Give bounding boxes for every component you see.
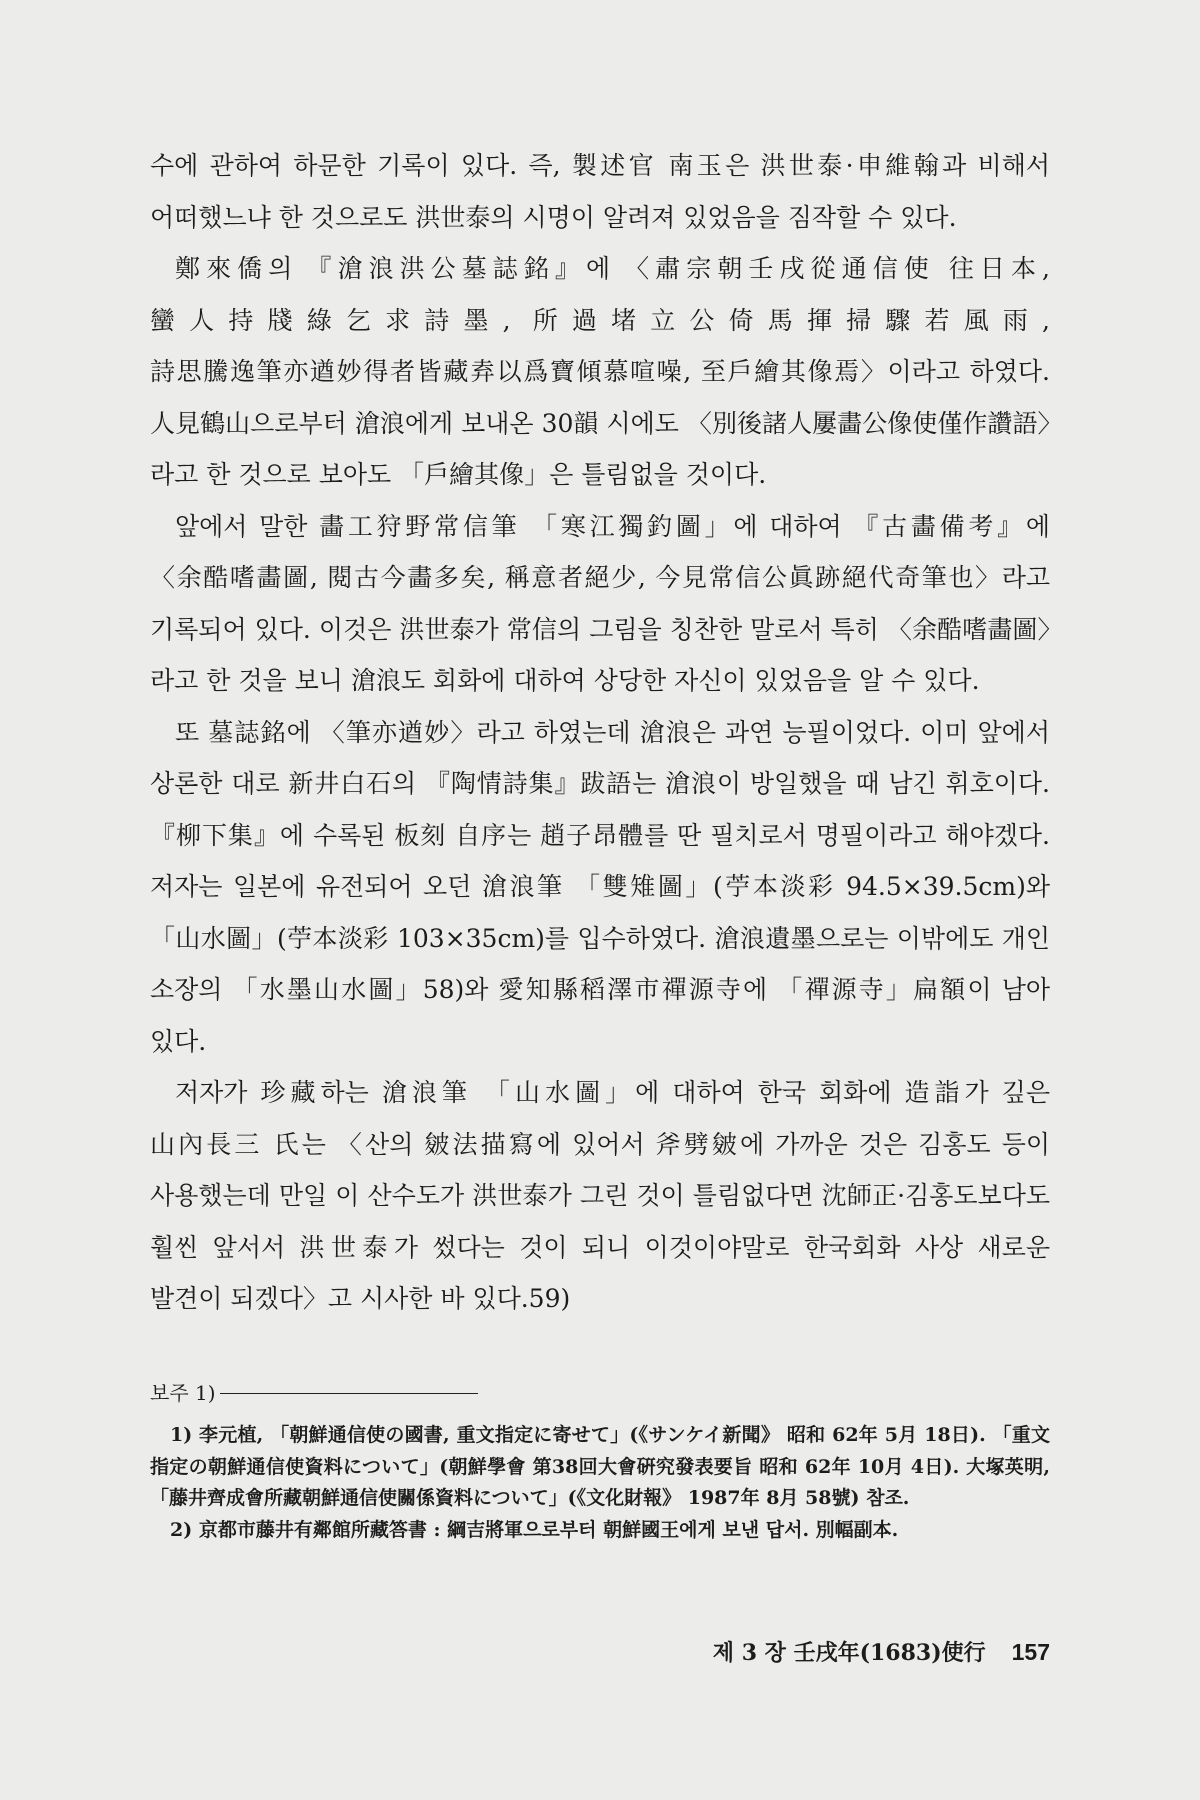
paragraph: 또 墓誌銘에 〈筆亦遒妙〉라고 하였는데 滄浪은 과연 능필이었다. 이미 앞에서 상론한 대로 新井白石의 『陶情詩集』跋語는 滄浪이 방일했을 때 남긴 휘호이다. 『柳下集』에 수록된 板刻 自序는 趙子昂體를 딴 필치로서 명필이라고 해야겠다. 저자는 일본에 유전되어 오던 滄浪筆 「雙雉圖」(苧本淡彩 94.5×39.5cm)와 「山水圖」(苧本淡彩 103×35cm)를 입수하였다. 滄浪遺墨으로는 이밖에도 개인 소장의 「水墨山水圖」58)와 愛知縣稻澤市禪源寺에 「禪源寺」扁額이 남아 있다. <box>150 717 1050 1056</box>
footnote-item: 2) 京都市藤井有鄰館所藏答書 : 綱吉將軍으로부터 朝鮮國王에게 보낸 답서. 別幅副本. <box>170 1518 899 1541</box>
paragraph: 鄭來僑의 『滄浪洪公墓誌銘』에 〈肅宗朝壬戌從通信使 往日本, 蠻人持牋綠乞求詩墨, 所過堵立公倚馬揮掃驟若風雨, 詩思騰逸筆亦遒妙得者皆藏弆以爲寶傾慕喧噪, 至戶繪其像焉〉이라고 하였다. 人見鶴山으로부터 滄浪에게 보내온 30韻 시에도 〈別後諸人屢畵公像使僅作讚語〉라고 한 것으로 보아도 「戶繪其像」은 틀림없을 것이다. <box>150 254 1050 489</box>
footnotes-section <box>150 1378 1050 1546</box>
page-number: 157 <box>1011 1639 1050 1665</box>
footnote-item: 1) 李元植, 「朝鮮通信使の國書, 重文指定に寄せて」(《サンケイ新聞》 昭和 62年 5月 18日). 「重文指定の朝鮮通信使資料について」(朝鮮學會 第38回大會硏究發表要旨 昭和 62年 10月 4日). 大塚英明, 「藤井齊成會所藏朝鮮通信使關係資料について」(《文化財報》 1987年 8月 58號) 참조. <box>150 1424 1050 1509</box>
footnote-heading-row <box>150 1378 1050 1408</box>
paragraph: 수에 관하여 하문한 기록이 있다. 즉, 製述官 南玉은 洪世泰·申維翰과 비해서 어떠했느냐 한 것으로도 洪世泰의 시명이 알려져 있었음을 짐작할 수 있다. <box>150 151 1050 232</box>
paragraph: 앞에서 말한 畵工狩野常信筆 「寒江獨釣圖」에 대하여 『古畵備考』에 〈余酷嗜畵圖, 閱古今畵多矣, 稱意者絕少, 今見常信公眞跡絕代奇筆也〉라고 기록되어 있다. 이것은 洪世泰가 常信의 그림을 칭찬한 말로서 특히 〈余酷嗜畵圖〉라고 한 것을 보니 滄浪도 회화에 대하여 상당한 자신이 있었음을 알 수 있다. <box>150 511 1050 695</box>
paragraph: 저자가 珍藏하는 滄浪筆 「山水圖」에 대하여 한국 회화에 造詣가 깊은 山內長三 氏는 〈산의 皴法描寫에 있어서 斧劈皴에 가까운 것은 김홍도 등이 사용했는데 만일 이 산수도가 洪世泰가 그린 것이 틀림없다면 沈師正·김홍도보다도 훨씬 앞서서 洪世泰가 썼다는 것이 되니 이것이야말로 한국회화 사상 새로운 발견이 되겠다〉고 시사한 바 있다.59) <box>150 1078 1050 1313</box>
main-text <box>150 140 1050 1325</box>
chapter-title: 제 3 장 壬戌年(1683)使行 <box>712 1640 986 1666</box>
footnote-divider <box>220 1393 478 1394</box>
running-footer <box>640 1636 1050 1669</box>
footnote-heading: 보주 1) <box>150 1381 216 1405</box>
